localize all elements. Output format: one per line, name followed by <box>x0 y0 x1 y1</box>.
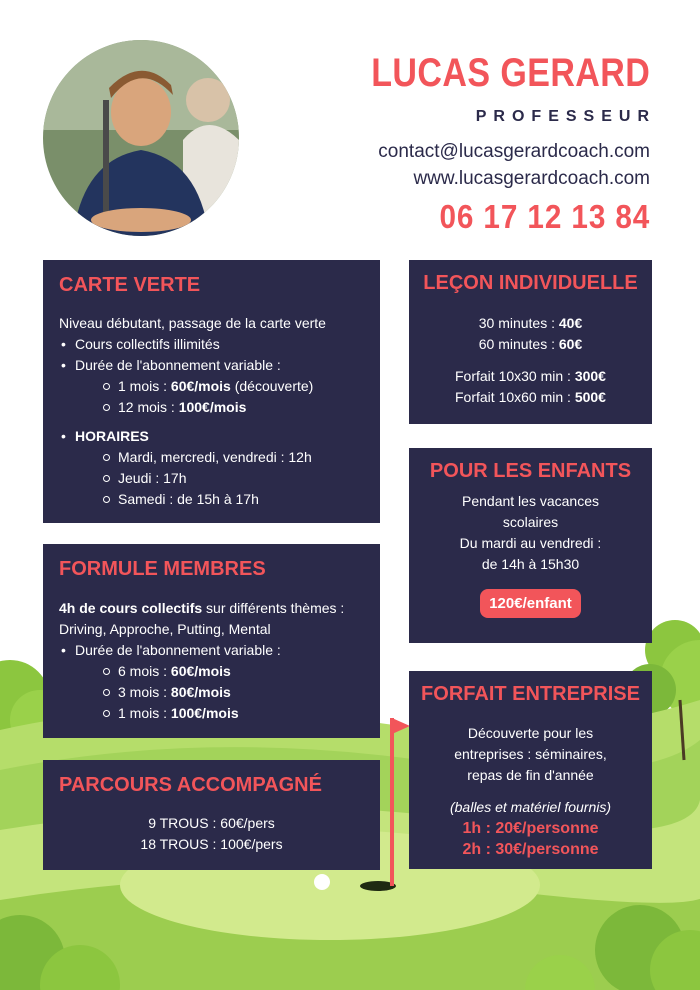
coach-portrait-photo <box>43 40 239 236</box>
coach-title: PROFESSEUR <box>475 108 656 125</box>
entreprise-line: entreprises : séminaires, <box>454 746 607 762</box>
carte-verte-title: CARTE VERTE <box>59 274 201 296</box>
list-item: Mardi, mercredi, vendredi : 12h <box>59 447 364 468</box>
lecon-card <box>409 260 652 424</box>
parcours-title: PARCOURS ACCOMPAGNÉ <box>59 774 322 796</box>
entreprise-title: FORFAIT ENTREPRISE <box>421 683 640 705</box>
carte-verte-intro: Niveau débutant, passage de la carte verte <box>59 315 326 331</box>
list-item: 3 mois : 80€/mois <box>59 682 364 703</box>
formule-membres-card <box>43 544 380 738</box>
list-item: Samedi : de 15h à 17h <box>59 489 364 510</box>
parcours-line: 9 TROUS : 60€/pers <box>148 815 275 831</box>
list-item: 12 mois : 100€/mois <box>59 397 364 418</box>
price-line: 30 minutes : 40€ <box>478 315 583 331</box>
price-line: 60 minutes : 60€ <box>478 336 583 352</box>
email-link[interactable]: contact@lucasgerardcoach.com <box>378 141 650 162</box>
entreprise-card <box>409 671 652 869</box>
website-link[interactable]: www.lucasgerardcoach.com <box>413 168 650 189</box>
carte-verte-card <box>43 260 380 523</box>
parcours-card <box>43 760 380 870</box>
list-item: Jeudi : 17h <box>59 468 364 489</box>
enfants-card <box>409 448 652 643</box>
enfants-line: Du mardi au vendredi : <box>459 535 602 551</box>
list-item: 1 mois : 100€/mois <box>59 703 364 724</box>
enfants-line: de 14h à 15h30 <box>481 556 580 572</box>
list-item: • Cours collectifs illimités <box>59 334 364 355</box>
list-item: 1 mois : 60€/mois (découverte) <box>59 376 364 397</box>
enfants-price-badge: 120€/enfant <box>480 589 581 618</box>
enfants-line: Pendant les vacances <box>462 493 599 509</box>
list-item: 6 mois : 60€/mois <box>59 661 364 682</box>
formule-membres-intro: 4h de cours collectifs sur différents thèmes : <box>59 600 345 616</box>
coach-name: LUCAS GERARD <box>371 51 650 95</box>
formule-membres-themes: Driving, Approche, Putting, Mental <box>59 621 271 637</box>
price-line: Forfait 10x60 min : 500€ <box>455 389 606 405</box>
list-item: • Durée de l'abonnement variable : <box>59 355 364 376</box>
parcours-line: 18 TROUS : 100€/pers <box>140 836 283 852</box>
price-line: Forfait 10x30 min : 300€ <box>455 368 606 384</box>
enfants-line: scolaires <box>502 514 559 530</box>
header <box>322 50 656 236</box>
formule-membres-title: FORMULE MEMBRES <box>59 558 266 580</box>
horaires-label: • HORAIRES <box>59 426 364 447</box>
entreprise-line: Découverte pour les <box>467 725 594 741</box>
phone-number[interactable]: 06 17 12 13 84 <box>439 198 650 235</box>
entreprise-price: 1h : 20€/personne <box>462 820 599 837</box>
entreprise-line: repas de fin d'année <box>467 767 594 783</box>
enfants-title: POUR LES ENFANTS <box>429 460 632 482</box>
entreprise-price: 2h : 30€/personne <box>462 841 599 858</box>
list-item: • Durée de l'abonnement variable : <box>59 640 364 661</box>
lecon-title: LEÇON INDIVIDUELLE <box>423 272 638 294</box>
entreprise-note: (balles et matériel fournis) <box>449 799 612 815</box>
